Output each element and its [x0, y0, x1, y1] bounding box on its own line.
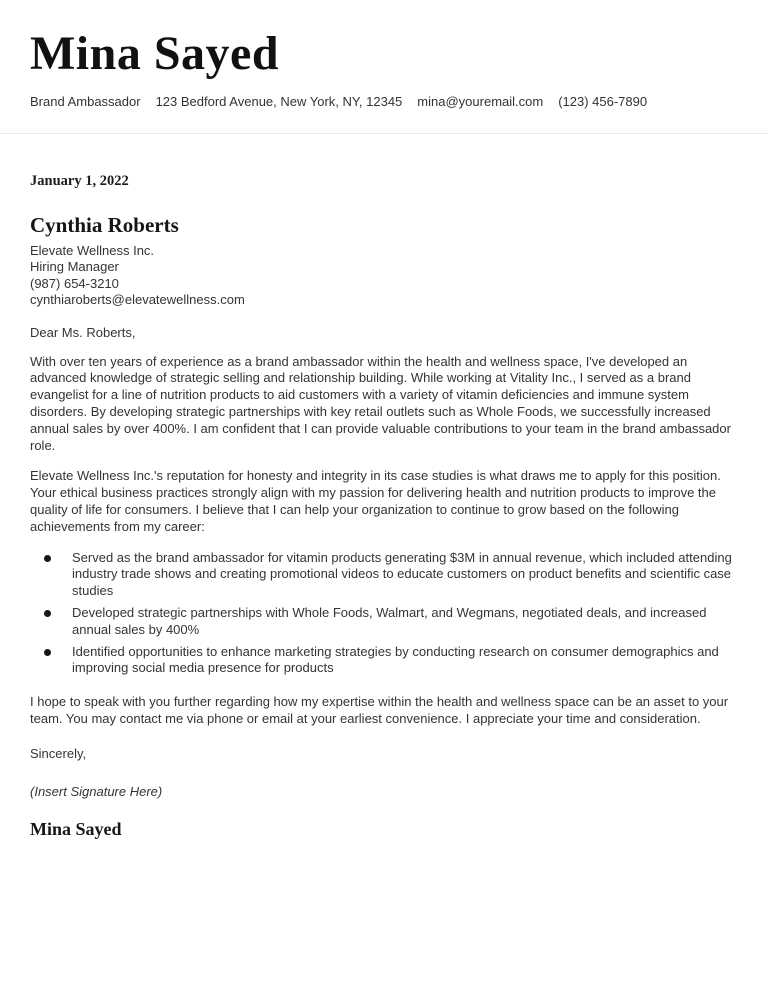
letter-body [0, 173, 768, 840]
recipient-email: cynthiaroberts@elevatewellness.com [30, 292, 245, 308]
paragraph-intro: With over ten years of experience as a brand ambassador within the health and wellness space, I've developed an advanced knowledge of strategic selling and relationship building. While working at Vitality Inc., I served as a brand evangelist for a line of nutrition products to aid customers with a variety of vitamin deficiencies and immune system disorders. By developing strategic partnerships with key retail outlets such as Whole Foods, we successfully increased annual sales by over 400%. I am confident that I can provide valuable contributions to your team in the brand ambassador role. [30, 353, 731, 453]
achievement-text: Developed strategic partnerships with Whole Foods, Walmart, and Wegmans, negotiated deals, and increased annual sales by 400% [72, 604, 707, 637]
achievement-text: Identified opportunities to enhance marketing strategies by conducting research on consumer demographics and improving social media presence for products [72, 643, 719, 676]
candidate-job-title: Brand Ambassador [30, 93, 141, 109]
bullet-icon [44, 649, 51, 656]
recipient-phone: (987) 654-3210 [30, 275, 119, 291]
salutation: Dear Ms. Roberts, [30, 324, 136, 340]
bullet-icon [44, 610, 51, 617]
candidate-email: mina@youremail.com [417, 93, 544, 109]
candidate-name-heading: Mina Sayed [30, 27, 280, 80]
recipient-name: Cynthia Roberts [30, 213, 179, 237]
cover-letter-page [0, 27, 768, 994]
recipient-block [30, 243, 738, 309]
paragraph-closing: I hope to speak with you further regarding how my expertise within the health and wellness space can be an asset to your team. You may contact me via phone or email at your earliest convenience. I appreciate your time and consideration. [30, 694, 729, 726]
recipient-company: Elevate Wellness Inc. [30, 243, 155, 258]
achievements-list [30, 550, 738, 678]
achievement-text: Served as the brand ambassador for vitamin products generating $3M in annual revenue, which included attending industry trade shows and creating promotional videos to educate customers on product benefits and scientific case studies [72, 549, 732, 599]
achievement-item [30, 550, 738, 600]
candidate-address: 123 Bedford Avenue, New York, NY, 12345 [155, 93, 403, 109]
achievement-item [30, 605, 738, 639]
paragraph-motivation: Elevate Wellness Inc.'s reputation for honesty and integrity in its case studies is what draws me to apply for this position. Your ethical business practices strongly align with my passion for delivering health and nutrition products to improve the quality of life for consumers. I believe that I can help your organization to continue to grow based on the following achievements from my career: [30, 468, 721, 534]
signature-placeholder: (Insert Signature Here) [30, 783, 163, 799]
candidate-phone: (123) 456-7890 [558, 93, 648, 109]
achievement-item [30, 644, 738, 678]
candidate-contact-row [30, 94, 738, 110]
header-divider [0, 133, 768, 134]
signature-name: Mina Sayed [30, 818, 122, 839]
signoff: Sincerely, [30, 745, 87, 761]
recipient-title: Hiring Manager [30, 259, 119, 275]
letter-date: January 1, 2022 [30, 173, 129, 189]
bullet-icon [44, 555, 51, 562]
letter-header [0, 27, 768, 110]
